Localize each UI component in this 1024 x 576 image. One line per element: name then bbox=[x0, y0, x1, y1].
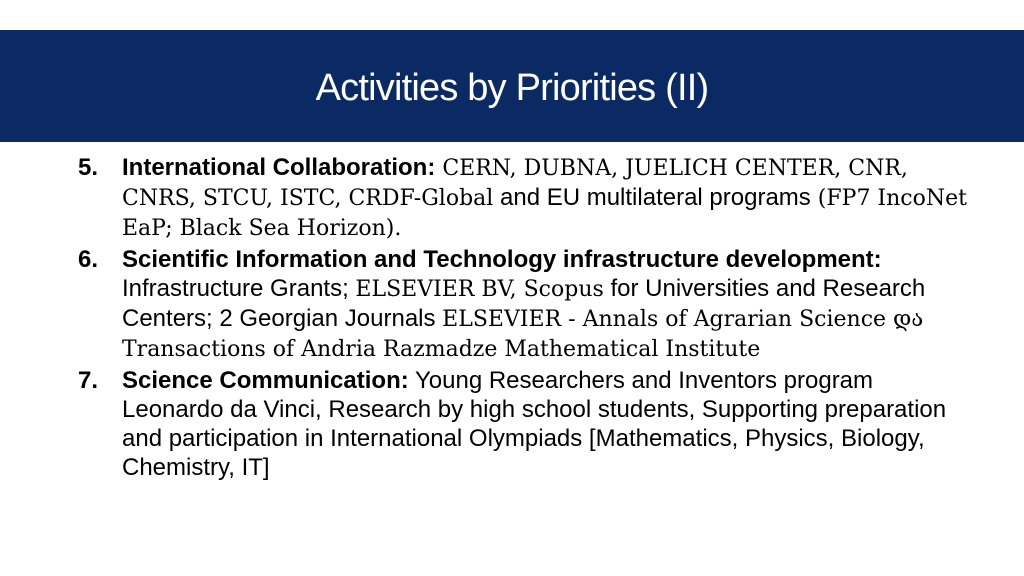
item-number: 6. bbox=[78, 246, 99, 273]
item-heading: Scientific Information and Technology infrastructure development: bbox=[122, 246, 882, 273]
item-number: 7. bbox=[78, 367, 99, 394]
item-text-part: ELSEVIER - Annals of Agrarian Science და Transactions of Andria Razmadze Mathematical Institute bbox=[122, 307, 924, 362]
item-text bbox=[122, 153, 978, 243]
item-text bbox=[122, 245, 978, 364]
item-heading: Science Communication: bbox=[122, 367, 409, 394]
item-text-part: CERN, DUBNA, JUELICH CENTER, CNR, CNRS, STCU, ISTC, CRDF-Global bbox=[122, 156, 908, 211]
item-text-part: ELSEVIER BV, Scopus bbox=[355, 277, 604, 302]
slide-title: Activities by Priorities (II) bbox=[315, 66, 709, 109]
item-text-part: and EU multilateral programs bbox=[493, 184, 811, 211]
item-text-part: (FP7 IncoNet EaP; Black Sea Horizon). bbox=[122, 186, 967, 241]
list-item-6 bbox=[78, 245, 978, 364]
item-text-part: for Universities and Research Centers; 2 Georgian Journals bbox=[122, 275, 926, 332]
title-bar bbox=[0, 30, 1024, 142]
item-text-part: Infrastructure Grants; bbox=[122, 275, 356, 302]
item-heading: International Collaboration: bbox=[122, 154, 436, 181]
priority-list bbox=[78, 153, 978, 484]
list-item-7 bbox=[78, 366, 978, 482]
list-item-5 bbox=[78, 153, 978, 243]
item-number: 5. bbox=[78, 154, 99, 181]
item-text bbox=[122, 366, 978, 482]
item-text-part: Young Researchers and Inventors program Leonardo da Vinci, Research by high school students, Supporting preparation and participation in International Olympiads [Mathematics, Physics, Biology, Chemistry, IT] bbox=[122, 367, 947, 481]
